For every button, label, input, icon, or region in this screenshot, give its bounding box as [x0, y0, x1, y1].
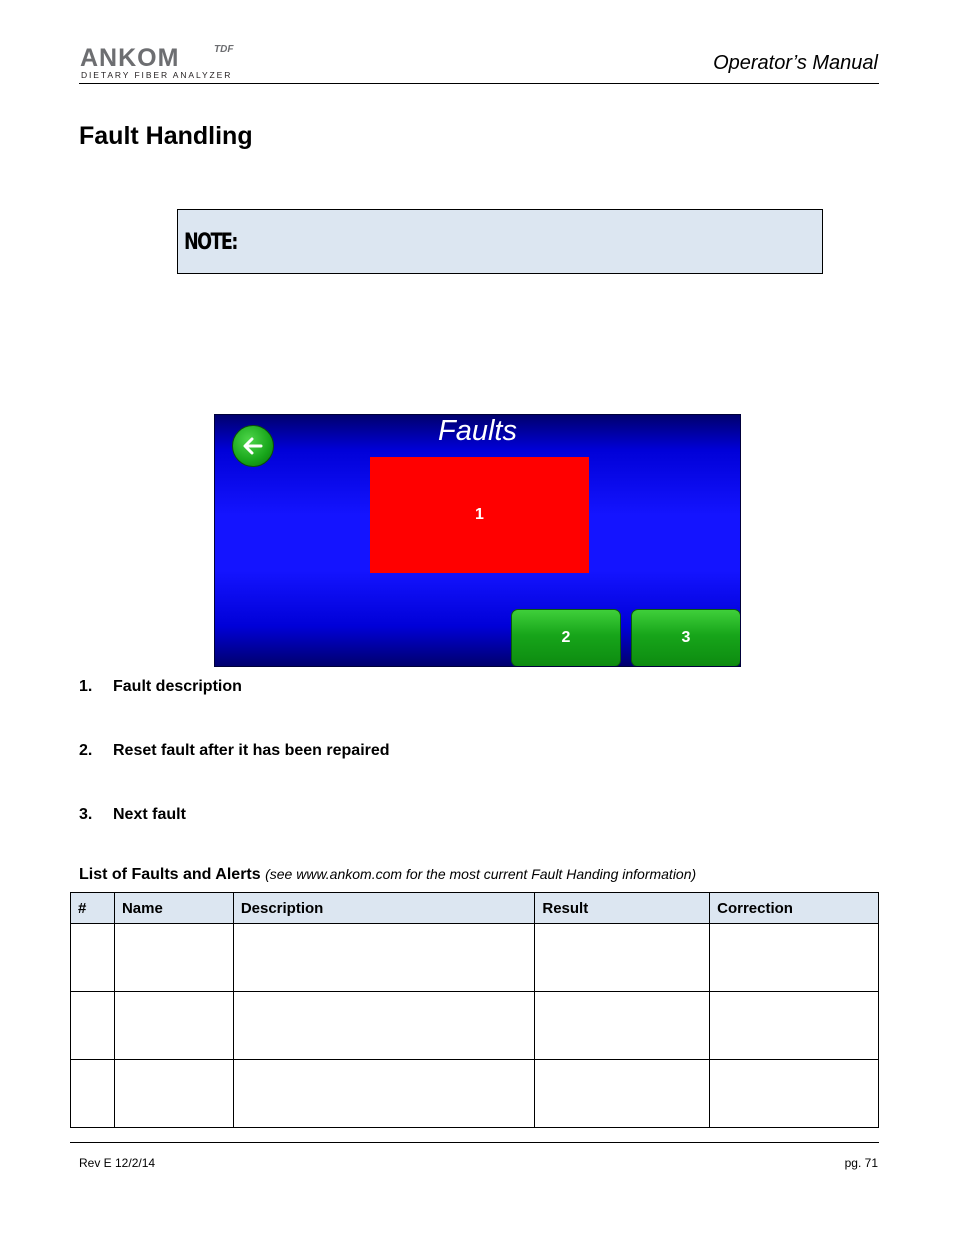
- list-item: 1. Fault description: [79, 678, 242, 695]
- back-button[interactable]: [232, 425, 274, 467]
- reset-fault-button[interactable]: [511, 609, 621, 667]
- note-label: NOTE:: [184, 230, 237, 255]
- header-divider: [79, 83, 879, 84]
- callout-1: 1: [475, 506, 484, 523]
- arrow-left-icon: [241, 434, 265, 458]
- logo-superscript: TDF: [214, 44, 234, 55]
- page-title: Fault Handling: [79, 122, 253, 150]
- table-row: [71, 1060, 879, 1128]
- logo-subtitle: DIETARY FIBER ANALYZER: [81, 70, 233, 80]
- list-item: 3. Next fault: [79, 806, 186, 823]
- table-header-row: [71, 893, 879, 924]
- manual-title: Operator’s Manual: [713, 52, 878, 74]
- note-box: [177, 209, 823, 274]
- faults-table: [70, 892, 879, 1128]
- list-item: 2. Reset fault after it has been repaired: [79, 742, 390, 759]
- callout-3: 3: [681, 629, 691, 646]
- table-caption-note: (see www.ankom.com for the most current Fault Handing information): [265, 866, 697, 882]
- company-logo: [80, 46, 250, 84]
- table-row: [71, 992, 879, 1060]
- fault-description-panel: [370, 457, 589, 573]
- table-caption: List of Faults and Alerts (see www.ankom.com for the most current Fault Handing information): [79, 866, 697, 883]
- logo-wordmark: ANKOM: [80, 44, 180, 72]
- faults-screen: [214, 414, 741, 667]
- footer-divider: [70, 1142, 879, 1143]
- page-number: pg. 71: [844, 1156, 878, 1170]
- screen-title: Faults: [438, 415, 517, 447]
- column-header: Correction: [710, 893, 879, 924]
- column-header: #: [71, 893, 115, 924]
- table-row: [71, 924, 879, 992]
- column-header: Name: [114, 893, 233, 924]
- next-fault-button[interactable]: [631, 609, 741, 667]
- column-header: Result: [535, 893, 710, 924]
- callout-2: 2: [561, 629, 571, 646]
- revision-label: Rev E 12/2/14: [79, 1156, 156, 1170]
- column-header: Description: [233, 893, 535, 924]
